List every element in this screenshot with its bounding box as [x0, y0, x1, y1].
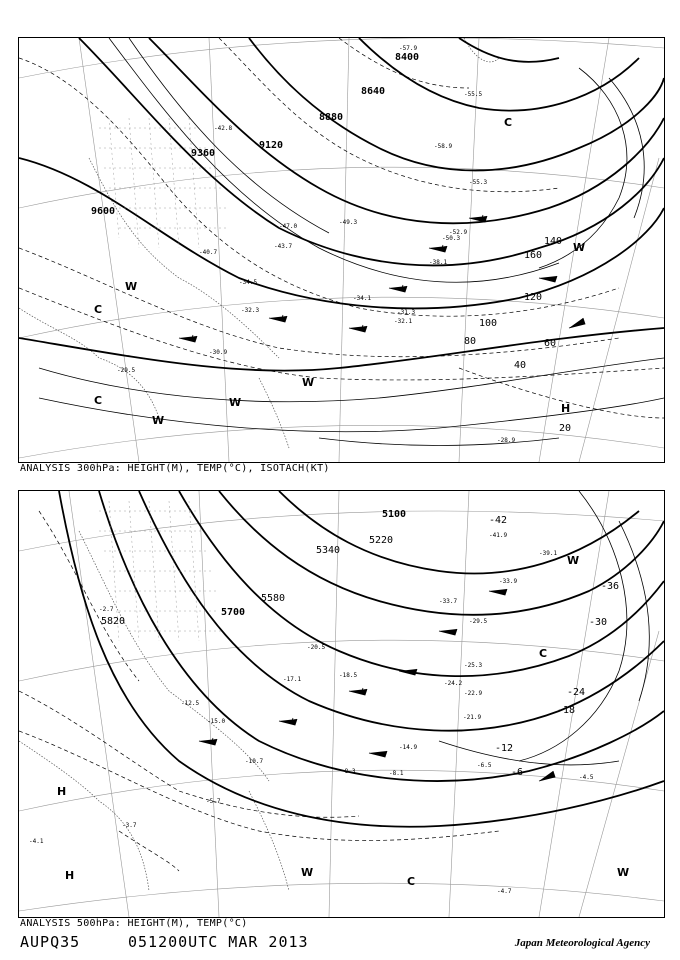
height-label-9120: 9120	[259, 140, 284, 151]
station-label: -29.5	[469, 618, 488, 625]
height-label-9360: 9360	[191, 148, 216, 159]
cold-center-mark: C	[94, 394, 103, 407]
station-label: -15.0	[207, 718, 226, 725]
temp-contour-label: -24	[567, 687, 586, 698]
temp-label: -31.3	[397, 309, 416, 316]
coastline-300	[19, 38, 499, 448]
height-label-8400: 8400	[395, 52, 420, 63]
station-label: -4.1	[29, 838, 44, 845]
panel-caption-500hpa: ANALYSIS 500hPa: HEIGHT(M), TEMP(°C)	[20, 918, 248, 929]
warm-center-mark: W	[125, 280, 138, 293]
isotach-label-140: 140	[544, 236, 563, 247]
temp-label: -42.8	[214, 125, 233, 132]
temp-label: -29.5	[117, 367, 136, 374]
warm-center-mark: W	[617, 866, 630, 879]
temp-label: -34.1	[353, 295, 372, 302]
station-label: -14.9	[399, 744, 418, 751]
height-label-5820: 5820	[101, 616, 126, 627]
height-contours-300	[19, 38, 664, 371]
warm-center-mark: W	[573, 241, 586, 254]
station-labels-500	[29, 532, 594, 895]
warm-center-mark: W	[567, 554, 580, 567]
temp-label: -38.1	[429, 259, 448, 266]
map-panel-300hpa	[18, 37, 665, 463]
station-label: -33.9	[499, 578, 518, 585]
isotach-label-120: 120	[524, 292, 543, 303]
panel-caption-300hpa: ANALYSIS 300hPa: HEIGHT(M), TEMP(°C), ISOTACH(KT)	[20, 463, 330, 474]
height-contours-500	[59, 491, 664, 827]
temp-contour-label: -12	[495, 743, 514, 754]
station-label: -5.7	[206, 798, 221, 805]
isotach-label-80: 80	[464, 336, 477, 347]
temp-label: -49.3	[339, 219, 358, 226]
isotach-label-160: 160	[524, 250, 543, 261]
isotach-label-60: 60	[544, 338, 557, 349]
temp-contour-label: -36	[601, 581, 620, 592]
cold-center-mark: C	[94, 303, 103, 316]
temp-contour-label: -42	[489, 515, 508, 526]
map-panel-500hpa	[18, 490, 665, 918]
temp-label: -32.3	[241, 307, 260, 314]
station-label: -10.7	[245, 758, 264, 765]
chart-product-code: AUPQ35	[20, 933, 81, 951]
agency-credit: Japan Meteorological Agency	[514, 937, 650, 949]
station-label: -18.5	[339, 672, 358, 679]
map-300hpa-svg	[19, 38, 664, 462]
isotach-contours-300	[39, 38, 664, 446]
temp-label: -34.5	[239, 279, 258, 286]
temp-label: -40.7	[199, 249, 218, 256]
hatch-area-300	[99, 118, 229, 248]
station-label: -4.7	[497, 888, 512, 895]
temp-label: -57.9	[399, 45, 418, 52]
warm-center-mark: W	[229, 396, 242, 409]
temp-contour-label: -6	[511, 767, 524, 778]
station-label: -20.5	[307, 644, 326, 651]
station-label: -12.5	[181, 700, 200, 707]
temp-label: -58.9	[434, 143, 453, 150]
warm-center-mark: W	[152, 414, 165, 427]
high-pressure-mark: H	[65, 869, 75, 882]
high-pressure-mark: H	[561, 402, 571, 415]
station-label: -21.9	[463, 714, 482, 721]
isotach-label-40: 40	[514, 360, 527, 371]
station-label: -33.7	[439, 598, 458, 605]
temp-label: -32.1	[394, 318, 413, 325]
station-label: -39.1	[539, 550, 558, 557]
station-label: -3.7	[122, 822, 137, 829]
temp-label: -47.0	[279, 223, 298, 230]
station-label: -24.2	[444, 680, 463, 687]
temp-label: -43.7	[274, 243, 293, 250]
warm-center-mark: W	[302, 376, 315, 389]
isotach-label-20: 20	[559, 423, 572, 434]
temp-label: -52.9	[449, 229, 468, 236]
station-label: -8.3	[341, 768, 356, 775]
isotach-label-100: 100	[479, 318, 498, 329]
height-label-5220: 5220	[369, 535, 394, 546]
height-label-8640: 8640	[361, 86, 386, 97]
height-label-8880: 8880	[319, 112, 344, 123]
height-label-5340: 5340	[316, 545, 341, 556]
temp-label: -50.3	[442, 235, 461, 242]
height-label-5700: 5700	[221, 607, 246, 618]
temp-label: -55.5	[464, 91, 483, 98]
temp-contour-label: -18	[557, 705, 576, 716]
temp-label: -28.9	[497, 437, 516, 444]
station-label: -6.5	[477, 762, 492, 769]
cold-center-mark: C	[539, 647, 548, 660]
temp-contour-label: -30	[589, 617, 608, 628]
height-label-5580: 5580	[261, 593, 286, 604]
station-label: -22.9	[464, 690, 483, 697]
station-label: -8.1	[389, 770, 404, 777]
station-label: -17.1	[283, 676, 302, 683]
coastline-500	[19, 531, 289, 891]
cold-center-mark: C	[407, 875, 416, 888]
station-label: -2.7	[99, 606, 114, 613]
warm-center-mark: W	[301, 866, 314, 879]
station-label: -4.5	[579, 774, 594, 781]
isotherms-500	[19, 511, 499, 871]
high-pressure-mark: H	[57, 785, 67, 798]
map-500hpa-svg	[19, 491, 664, 917]
height-label-9600: 9600	[91, 206, 116, 217]
chart-valid-time: 051200UTC MAR 2013	[128, 933, 309, 951]
temp-label: -30.9	[209, 349, 228, 356]
cold-center-mark: C	[504, 116, 513, 129]
station-label: -41.9	[489, 532, 508, 539]
station-label: -25.3	[464, 662, 483, 669]
height-label-5100: 5100	[382, 509, 407, 520]
temp-label: -55.3	[469, 179, 488, 186]
